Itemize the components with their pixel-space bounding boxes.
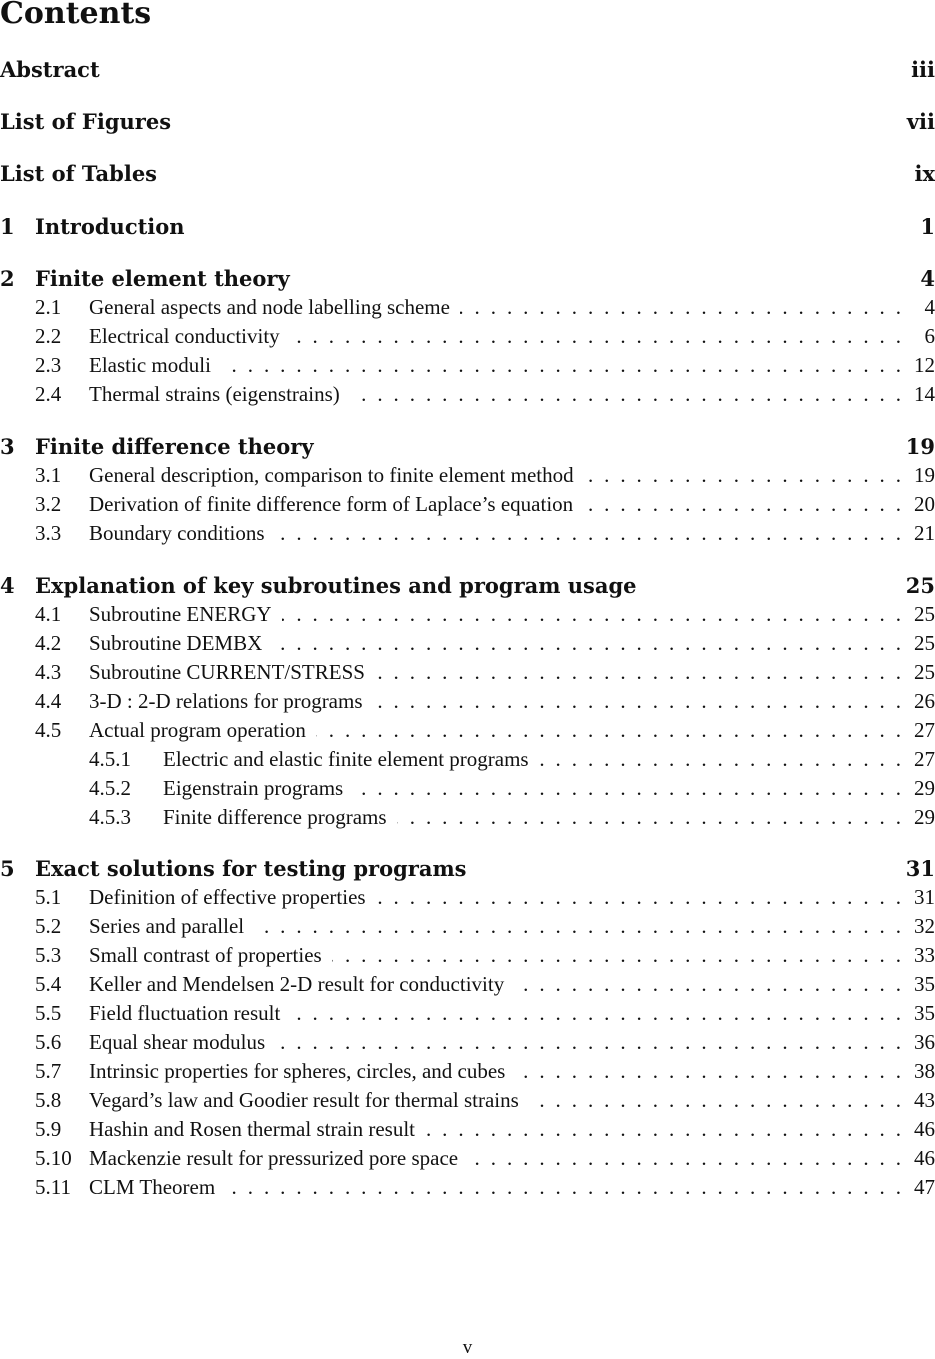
- toc-section-entry[interactable]: [0, 1086, 935, 1114]
- toc-entry-number: 5: [0, 856, 15, 881]
- toc-entry-title: General description, comparison to finite element method: [89, 463, 574, 487]
- toc-entry-number: 4: [0, 573, 15, 598]
- toc-dot-leader: [583, 490, 901, 518]
- toc-entry-number: 4.2: [35, 631, 62, 655]
- toc-dot-leader: [225, 1173, 901, 1201]
- toc-dot-leader: [350, 380, 901, 408]
- toc-entry-page: 31: [914, 885, 935, 909]
- toc-entry-number: 4.1: [35, 602, 62, 626]
- toc-section-entry[interactable]: [0, 1115, 935, 1143]
- toc-entry-title: Subroutine DEMBX: [89, 631, 263, 655]
- toc-dot-leader: [272, 629, 901, 657]
- toc-entry-page: 26: [914, 689, 935, 713]
- toc-entry-number: 5.7: [35, 1059, 62, 1083]
- toc-section-entry[interactable]: [0, 629, 935, 657]
- toc-entry-title: 3-D : 2-D relations for programs: [89, 689, 363, 713]
- toc-entry-number: 4.3: [35, 660, 62, 684]
- toc-entry-page: 29: [914, 776, 935, 800]
- toc-entry-number: 4.5.3: [89, 805, 131, 829]
- toc-chapter-entry[interactable]: [0, 56, 935, 84]
- toc-entry-page: 32: [914, 914, 935, 938]
- toc-entry-number: 3.3: [35, 521, 62, 545]
- toc-section-entry[interactable]: [0, 519, 935, 547]
- toc-dot-leader: [290, 999, 901, 1027]
- toc-entry-number: 5.5: [35, 1001, 62, 1025]
- toc-entry-number: 1: [0, 214, 15, 239]
- toc-entry-number: 3.1: [35, 463, 62, 487]
- toc-section-entry[interactable]: [0, 351, 935, 379]
- toc-section-entry[interactable]: [0, 774, 935, 802]
- toc-entry-page: 33: [914, 943, 935, 967]
- toc-entry-page: 25: [914, 631, 935, 655]
- toc-entry-title: Introduction: [35, 214, 185, 239]
- toc-section-entry[interactable]: [0, 716, 935, 744]
- toc-dot-leader: [425, 1115, 901, 1143]
- toc-chapter-entry[interactable]: [0, 213, 935, 241]
- toc-dot-leader: [290, 322, 901, 350]
- toc-entry-title: List of Tables: [0, 161, 157, 186]
- toc-dot-leader: [254, 912, 901, 940]
- toc-entry-page: 25: [914, 602, 935, 626]
- toc-entry-page: 27: [914, 747, 935, 771]
- toc-entry-title: Electrical conductivity: [89, 324, 280, 348]
- toc-entry-title: Finite difference theory: [35, 434, 314, 459]
- toc-chapter-entry[interactable]: [0, 433, 935, 461]
- toc-entry-page: 21: [914, 521, 935, 545]
- toc-entry-title: Thermal strains (eigenstrains): [89, 382, 340, 406]
- toc-entry-number: 3.2: [35, 492, 62, 516]
- toc-section-entry[interactable]: [0, 999, 935, 1027]
- toc-entry-number: 5.6: [35, 1030, 62, 1054]
- toc-section-entry[interactable]: [0, 658, 935, 686]
- toc-entry-title: Boundary conditions: [89, 521, 265, 545]
- toc-entry-number: 4.5.1: [89, 747, 131, 771]
- toc-entry-page: 6: [924, 324, 935, 348]
- toc-entry-page: 4: [924, 295, 935, 319]
- toc-entry-number: 5.3: [35, 943, 62, 967]
- toc-entry-page: 25: [905, 573, 935, 598]
- toc-section-entry[interactable]: [0, 687, 935, 715]
- toc-chapter-entry[interactable]: [0, 572, 935, 600]
- toc-dot-leader: [275, 519, 901, 547]
- toc-entry-title: Explanation of key subroutines and program usage: [35, 573, 637, 598]
- toc-entry-page: 19: [914, 463, 935, 487]
- toc-entry-title: Exact solutions for testing programs: [35, 856, 467, 881]
- toc-entry-number: 3: [0, 434, 15, 459]
- toc-entry-number: 4.4: [35, 689, 62, 713]
- toc-dot-leader: [275, 1028, 901, 1056]
- toc-section-entry[interactable]: [0, 941, 935, 969]
- toc-entry-title: Definition of effective properties: [89, 885, 366, 909]
- toc-dot-leader: [514, 970, 901, 998]
- toc-entry-page: 35: [914, 1001, 935, 1025]
- toc-section-entry[interactable]: [0, 380, 935, 408]
- toc-dot-leader: [316, 716, 901, 744]
- toc-entry-page: ix: [914, 161, 935, 186]
- toc-entry-page: iii: [911, 57, 935, 82]
- toc-section-entry[interactable]: [0, 322, 935, 350]
- toc-entry-title: Abstract: [0, 57, 100, 82]
- toc-chapter-entry[interactable]: [0, 265, 935, 293]
- toc-entry-title: Intrinsic properties for spheres, circles, and cubes: [89, 1059, 506, 1083]
- toc-section-entry[interactable]: [0, 1057, 935, 1085]
- toc-entry-title: Field fluctuation result: [89, 1001, 281, 1025]
- toc-entry-title: Finite difference programs: [163, 805, 387, 829]
- toc-dot-leader: [515, 1057, 901, 1085]
- toc-entry-title: Subroutine CURRENT/STRESS: [89, 660, 365, 684]
- toc-entry-page: 4: [920, 266, 935, 291]
- toc-dot-leader: [373, 687, 901, 715]
- toc-dot-leader: [468, 1144, 901, 1172]
- toc-entry-number: 2.3: [35, 353, 62, 377]
- toc-dot-leader: [353, 774, 901, 802]
- toc-dot-leader: [584, 461, 901, 489]
- toc-entry-number: 5.4: [35, 972, 62, 996]
- toc-entry-page: 20: [914, 492, 935, 516]
- toc-entry-title: Finite element theory: [35, 266, 290, 291]
- toc-entry-number: 5.1: [35, 885, 62, 909]
- toc-entry-title: Series and parallel: [89, 914, 245, 938]
- toc-entry-title: General aspects and node labelling scheme: [89, 295, 450, 319]
- toc-entry-page: 14: [914, 382, 935, 406]
- toc-entry-page: 36: [914, 1030, 935, 1054]
- toc-entry-number: 5.8: [35, 1088, 62, 1112]
- toc-chapter-entry[interactable]: [0, 855, 935, 883]
- toc-entry-page: 31: [905, 856, 935, 881]
- toc-entry-page: 25: [914, 660, 935, 684]
- toc-entry-number: 2: [0, 266, 15, 291]
- toc-section-entry[interactable]: [0, 490, 935, 518]
- toc-section-entry[interactable]: [0, 1028, 935, 1056]
- toc-entry-title: Subroutine ENERGY: [89, 602, 272, 626]
- toc-dot-leader: [375, 658, 901, 686]
- toc-section-entry[interactable]: [0, 461, 935, 489]
- toc-entry-page: 1: [920, 214, 935, 239]
- toc-entry-page: 38: [914, 1059, 935, 1083]
- toc-chapter-entry[interactable]: [0, 108, 935, 136]
- toc-dot-leader: [529, 1086, 901, 1114]
- toc-entry-page: 35: [914, 972, 935, 996]
- toc-entry-title: List of Figures: [0, 109, 172, 134]
- toc-entry-page: 46: [914, 1146, 935, 1170]
- toc-entry-title: Elastic moduli: [89, 353, 211, 377]
- toc-section-entry[interactable]: [0, 1144, 935, 1172]
- toc-section-entry[interactable]: [0, 745, 935, 773]
- toc-entry-title: Electric and elastic finite element programs: [163, 747, 529, 771]
- toc-entry-page: 19: [905, 434, 935, 459]
- toc-entry-page: vii: [906, 109, 935, 134]
- page-number: v: [462, 1337, 473, 1358]
- toc-dot-leader: [460, 293, 901, 321]
- page-title: Contents: [0, 0, 152, 31]
- toc-entry-number: 2.1: [35, 295, 62, 319]
- toc-dot-leader: [376, 883, 901, 911]
- toc-entry-number: 4.5: [35, 718, 62, 742]
- toc-dot-leader: [282, 600, 901, 628]
- toc-entry-page: 47: [914, 1175, 935, 1199]
- toc-entry-title: CLM Theorem: [89, 1175, 216, 1199]
- toc-entry-title: Hashin and Rosen thermal strain result: [89, 1117, 416, 1141]
- toc-entry-number: 2.2: [35, 324, 62, 348]
- toc-entry-title: Vegard’s law and Goodier result for thermal strains: [89, 1088, 519, 1112]
- toc-entry-title: Equal shear modulus: [89, 1030, 266, 1054]
- toc-entry-number: 2.4: [35, 382, 62, 406]
- toc-entry-title: Actual program operation: [89, 718, 306, 742]
- toc-entry-number: 5.2: [35, 914, 62, 938]
- toc-entry-page: 12: [914, 353, 935, 377]
- toc-dot-leader: [397, 803, 901, 831]
- toc-dot-leader: [221, 351, 901, 379]
- toc-entry-title: Eigenstrain programs: [163, 776, 344, 800]
- toc-entry-title: Derivation of finite difference form of Laplace’s equation: [89, 492, 574, 516]
- toc-section-entry[interactable]: [0, 293, 935, 321]
- toc-section-entry[interactable]: [0, 1173, 935, 1201]
- toc-entry-number: 5.11: [35, 1175, 71, 1199]
- toc-entry-page: 27: [914, 718, 935, 742]
- toc-entry-title: Keller and Mendelsen 2-D result for conductivity: [89, 972, 505, 996]
- toc-entry-number: 5.10: [35, 1146, 72, 1170]
- toc-section-entry[interactable]: [0, 600, 935, 628]
- toc-section-entry[interactable]: [0, 883, 935, 911]
- toc-chapter-entry[interactable]: [0, 160, 935, 188]
- toc-dot-leader: [332, 941, 901, 969]
- toc-section-entry[interactable]: [0, 912, 935, 940]
- toc-section-entry[interactable]: [0, 970, 935, 998]
- toc-entry-title: Mackenzie result for pressurized pore space: [89, 1146, 459, 1170]
- toc-entry-number: 4.5.2: [89, 776, 131, 800]
- toc-dot-leader: [539, 745, 901, 773]
- toc-section-entry[interactable]: [0, 803, 935, 831]
- toc-entry-title: Small contrast of properties: [89, 943, 322, 967]
- toc-entry-page: 29: [914, 805, 935, 829]
- toc-entry-number: 5.9: [35, 1117, 62, 1141]
- toc-entry-page: 46: [914, 1117, 935, 1141]
- toc-entry-page: 43: [914, 1088, 935, 1112]
